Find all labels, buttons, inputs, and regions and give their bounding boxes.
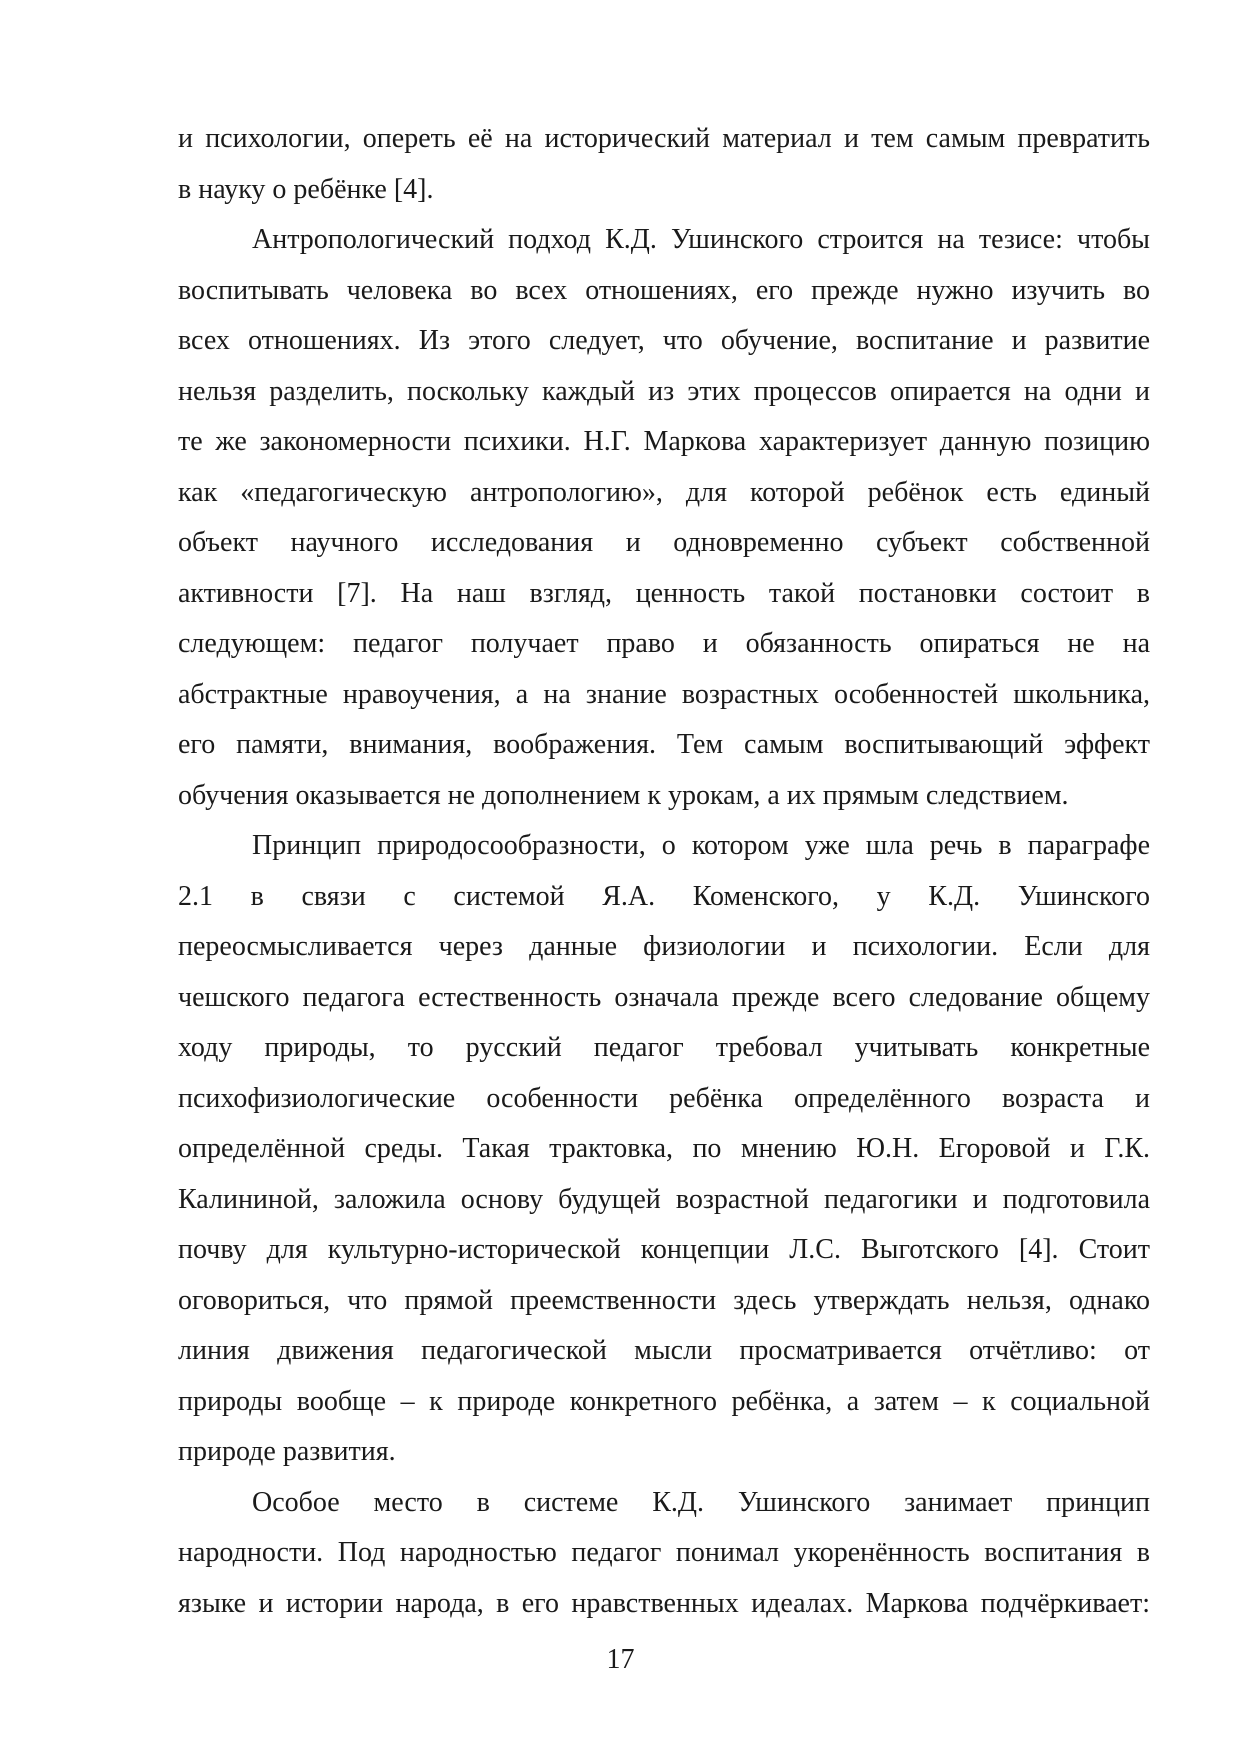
text-line: нельзя разделить, поскольку каждый из этих процессов опирается на одни и <box>178 375 1150 407</box>
text-line: его памяти, внимания, воображения. Тем самым воспитывающий эффект <box>178 729 1150 760</box>
text-line: ходу природы, то русский педагог требовал учитывать конкретные <box>178 1032 1150 1063</box>
text-line: как «педагогическую антропологию», для которой ребёнок есть единый <box>178 476 1150 508</box>
text-line: Калининой, заложила основу будущей возрастной педагогики и подготовила <box>178 1183 1150 1215</box>
text-line: почву для культурно-исторической концепции Л.С. Выготского [4]. Стоит <box>178 1234 1150 1265</box>
text-line: оговориться, что прямой преемственности здесь утверждать нельзя, однако <box>178 1284 1150 1316</box>
text-line: всех отношениях. Из этого следует, что обучение, воспитание и развитие <box>178 325 1150 356</box>
text-line: 2.1 в связи с системой Я.А. Коменского, у К.Д. Ушинского <box>178 880 1150 912</box>
paragraph-2 <box>178 215 1150 821</box>
text-line: и психологии, опереть её на исторический материал и тем самым превратить <box>178 123 1150 154</box>
text-line: объект научного исследования и одновременно субъект собственной <box>178 527 1150 558</box>
text-line: линия движения педагогической мысли просматривается отчётливо: от <box>178 1335 1150 1366</box>
text-line: психофизиологические особенности ребёнка определённого возраста и <box>178 1082 1150 1114</box>
text-line: те же закономерности психики. Н.Г. Маркова характеризует данную позицию <box>178 426 1150 457</box>
text-line: языке и истории народа, в его нравственных идеалах. Маркова подчёркивает: <box>178 1587 1150 1619</box>
text-line: природы вообще – к природе конкретного ребёнка, а затем – к социальной <box>178 1385 1150 1417</box>
text-line: определённой среды. Такая трактовка, по мнению Ю.Н. Егоровой и Г.К. <box>178 1133 1150 1164</box>
page-number: 17 <box>606 1644 635 1675</box>
text-line: чешского педагога естественность означала прежде всего следование общему <box>178 981 1150 1013</box>
text-line: следующем: педагог получает право и обязанность опираться не на <box>178 628 1150 659</box>
text-line: активности [7]. На наш взгляд, ценность такой постановки состоит в <box>178 577 1150 609</box>
paragraph-4 <box>178 1478 1150 1630</box>
text-line: природе развития. <box>178 1436 396 1467</box>
text-line: Особое место в системе К.Д. Ушинского занимает принцип <box>252 1486 1150 1518</box>
text-line: в науку о ребёнке [4]. <box>178 173 434 205</box>
page-body <box>178 114 1150 1629</box>
text-line: воспитывать человека во всех отношениях, его прежде нужно изучить во <box>178 274 1150 306</box>
text-line: переосмысливается через данные физиологии и психологии. Если для <box>178 931 1150 962</box>
text-line: Антропологический подход К.Д. Ушинского строится на тезисе: чтобы <box>252 224 1150 255</box>
text-line: народности. Под народностью педагог понимал укоренённость воспитания в <box>178 1537 1150 1568</box>
text-line: абстрактные нравоучения, а на знание возрастных особенностей школьника, <box>178 678 1150 710</box>
text-line: обучения оказывается не дополнением к урокам, а их прямым следствием. <box>178 779 1069 811</box>
paragraph-3 <box>178 821 1150 1478</box>
paragraph-1 <box>178 114 1150 215</box>
text-line: Принцип природосообразности, о котором уже шла речь в параграфе <box>252 830 1150 861</box>
